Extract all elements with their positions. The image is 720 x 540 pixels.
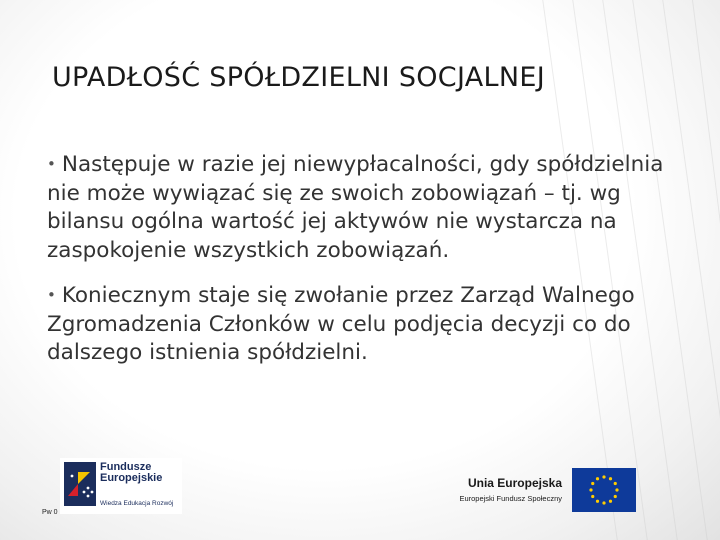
slide-title: UPADŁOŚĆ SPÓŁDZIELNI SOCJALNEJ — [52, 62, 545, 93]
eu-flag-star — [614, 495, 617, 498]
bullet-marker: • — [47, 286, 56, 304]
bullet-text: Koniecznym staje się zwołanie przez Zarząd Walnego Zgromadzenia Członków w celu podjęcia decyzji co do dalszego istnienia spółdzielni. — [47, 283, 635, 365]
eu-flag-star — [591, 482, 594, 485]
unia-europejska-logo — [440, 466, 640, 514]
fundusze-europejskie-logo — [60, 458, 182, 514]
fundusze-logo-text — [100, 462, 162, 484]
eu-flag-star — [602, 501, 605, 504]
bullet-item — [47, 281, 687, 368]
bullet-text: Następuje w razie jej niewypłacalności, gdy spółdzielnia nie może wywiązać się ze swoich zobowiązań – tj. wg bilansu ogólna wartość jej aktywów nie wystarcza na zaspokojenie wszystkich zobowiązań. — [47, 152, 664, 263]
eu-flag-star — [602, 475, 605, 478]
eu-flag-star — [614, 482, 617, 485]
eu-flag-star — [596, 500, 599, 503]
eu-flag-star — [609, 477, 612, 480]
fundusze-logo-subtitle: Wiedza Edukacja Rozwój — [100, 500, 174, 507]
ue-logo-subtitle: Europejski Fundusz Społeczny — [459, 494, 562, 503]
fundusze-europejskie-logo-icon — [64, 462, 96, 506]
ue-logo-title: Unia Europejska — [467, 476, 562, 490]
eu-flag-star — [591, 495, 594, 498]
eu-flag-star — [609, 500, 612, 503]
page-marker: Pw 0 — [42, 509, 58, 516]
eu-flag-icon — [572, 468, 636, 512]
eu-flag-star — [589, 488, 592, 491]
fundusze-logo-line1: Fundusze — [100, 461, 152, 473]
eu-flag-star — [596, 477, 599, 480]
fundusze-logo-line2: Europejskie — [100, 472, 163, 484]
slide-body — [47, 150, 687, 384]
bullet-marker: • — [47, 155, 56, 173]
bullet-item — [47, 150, 687, 265]
eu-flag-star — [615, 488, 618, 491]
